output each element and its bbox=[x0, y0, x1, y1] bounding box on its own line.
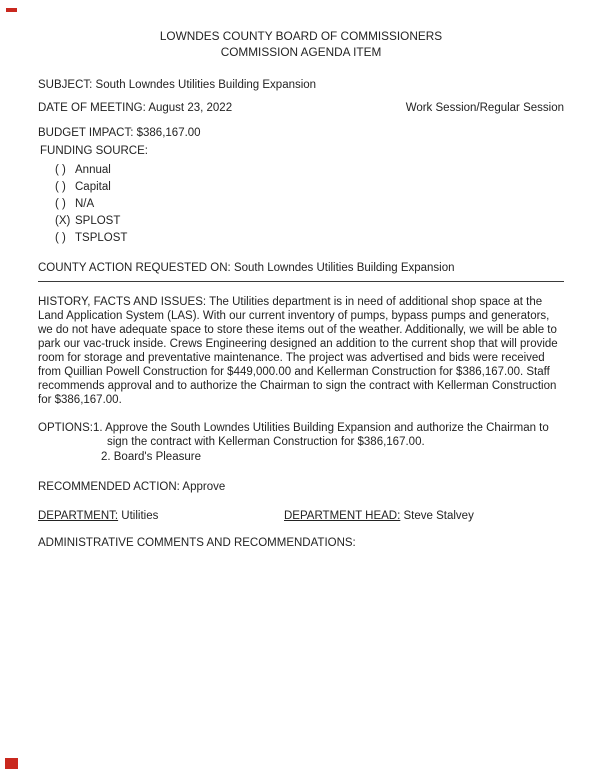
funding-source-label: FUNDING SOURCE: bbox=[40, 145, 148, 158]
meeting-date bbox=[38, 101, 232, 116]
funding-option-label: Annual bbox=[75, 164, 111, 177]
department-head-label: DEPARTMENT HEAD: bbox=[284, 510, 401, 523]
agenda-item-title: COMMISSION AGENDA ITEM bbox=[220, 45, 382, 60]
budget-impact-label: BUDGET IMPACT: bbox=[38, 127, 134, 140]
funding-option-na bbox=[55, 196, 564, 213]
option-item-2 bbox=[93, 450, 564, 464]
option-text: Board's Pleasure bbox=[113, 451, 201, 464]
budget-impact-value: $386,167.00 bbox=[136, 127, 201, 140]
history-label: HISTORY, FACTS AND ISSUES: bbox=[38, 296, 207, 309]
county-action-line bbox=[38, 261, 564, 282]
checkbox-mark: ( ) bbox=[55, 232, 66, 245]
funding-options-list bbox=[38, 162, 564, 247]
funding-option-label: Capital bbox=[75, 181, 111, 194]
department-value: Utilities bbox=[121, 510, 159, 523]
option-text: Approve the South Lowndes Utilities Building Expansion and authorize the Chairman to sign the contract with Kellerman Construction for $386,167.00. bbox=[105, 422, 549, 449]
funding-option-label: TSPLOST bbox=[75, 232, 128, 245]
funding-option-label: SPLOST bbox=[75, 215, 121, 228]
budget-line bbox=[38, 126, 564, 141]
subject-line bbox=[38, 78, 564, 93]
department-line bbox=[38, 510, 564, 522]
checkbox-mark: ( ) bbox=[55, 164, 66, 177]
department-field bbox=[38, 510, 284, 522]
subject-value: South Lowndes Utilities Building Expansion bbox=[95, 78, 317, 91]
checkbox-mark: ( ) bbox=[55, 198, 66, 211]
option-item-1 bbox=[93, 421, 564, 449]
county-action-value: South Lowndes Utilities Building Expansion bbox=[233, 262, 455, 275]
admin-comments-line bbox=[38, 536, 564, 551]
session-type: Work Session/Regular Session bbox=[405, 102, 564, 115]
scan-artifact-top bbox=[6, 8, 17, 12]
document-header bbox=[38, 28, 564, 61]
checkbox-mark-checked: (X) bbox=[55, 215, 71, 228]
funding-source-line bbox=[38, 144, 564, 159]
county-action-label: COUNTY ACTION REQUESTED ON: bbox=[38, 262, 231, 275]
recommended-action-label: RECOMMENDED ACTION: bbox=[38, 481, 180, 494]
subject-label: SUBJECT: bbox=[38, 78, 93, 91]
history-paragraph bbox=[38, 295, 564, 407]
funding-option-capital bbox=[55, 179, 564, 196]
options-list bbox=[93, 421, 564, 464]
funding-option-splost bbox=[55, 213, 564, 230]
option-number: 1. bbox=[92, 422, 103, 435]
board-title: LOWNDES COUNTY BOARD OF COMMISSIONERS bbox=[159, 29, 443, 43]
funding-option-tsplost bbox=[55, 230, 564, 247]
option-number: 2. bbox=[100, 451, 111, 464]
scan-artifact-bottom bbox=[5, 758, 18, 769]
department-label: DEPARTMENT: bbox=[38, 510, 119, 523]
funding-option-annual bbox=[55, 162, 564, 179]
admin-comments-label: ADMINISTRATIVE COMMENTS AND RECOMMENDATIONS: bbox=[38, 537, 356, 550]
meeting-date-label: DATE OF MEETING: bbox=[38, 102, 146, 115]
options-label: OPTIONS: bbox=[38, 422, 93, 435]
funding-option-label: N/A bbox=[75, 198, 95, 211]
history-text: The Utilities department is in need of additional shop space at the Land Application System (LAS). With our current inventory of pumps, bypass pumps and generators, we do not have adequate space to store these items out of the weather. Additionally, we will be able to park our vac-truck inside. Crews Engineering designed an addition to the current shop that will provide room for storage and preventative maintenance. The project was advertised and bids were received from Quillian Powell Construction for $449,000.00 and Kellerman Construction for $386,167.00. Staff recommends approval and to authorize the Chairman to sign the contract with Kellerman Construction for $386,167.00. bbox=[38, 296, 558, 407]
date-line bbox=[38, 101, 564, 116]
meeting-date-value: August 23, 2022 bbox=[148, 102, 233, 115]
department-head-field bbox=[284, 510, 474, 522]
department-head-value: Steve Stalvey bbox=[403, 510, 474, 523]
options-section bbox=[38, 421, 564, 464]
recommended-action-value: Approve bbox=[182, 481, 226, 494]
recommended-action-line bbox=[38, 480, 564, 495]
checkbox-mark: ( ) bbox=[55, 181, 66, 194]
